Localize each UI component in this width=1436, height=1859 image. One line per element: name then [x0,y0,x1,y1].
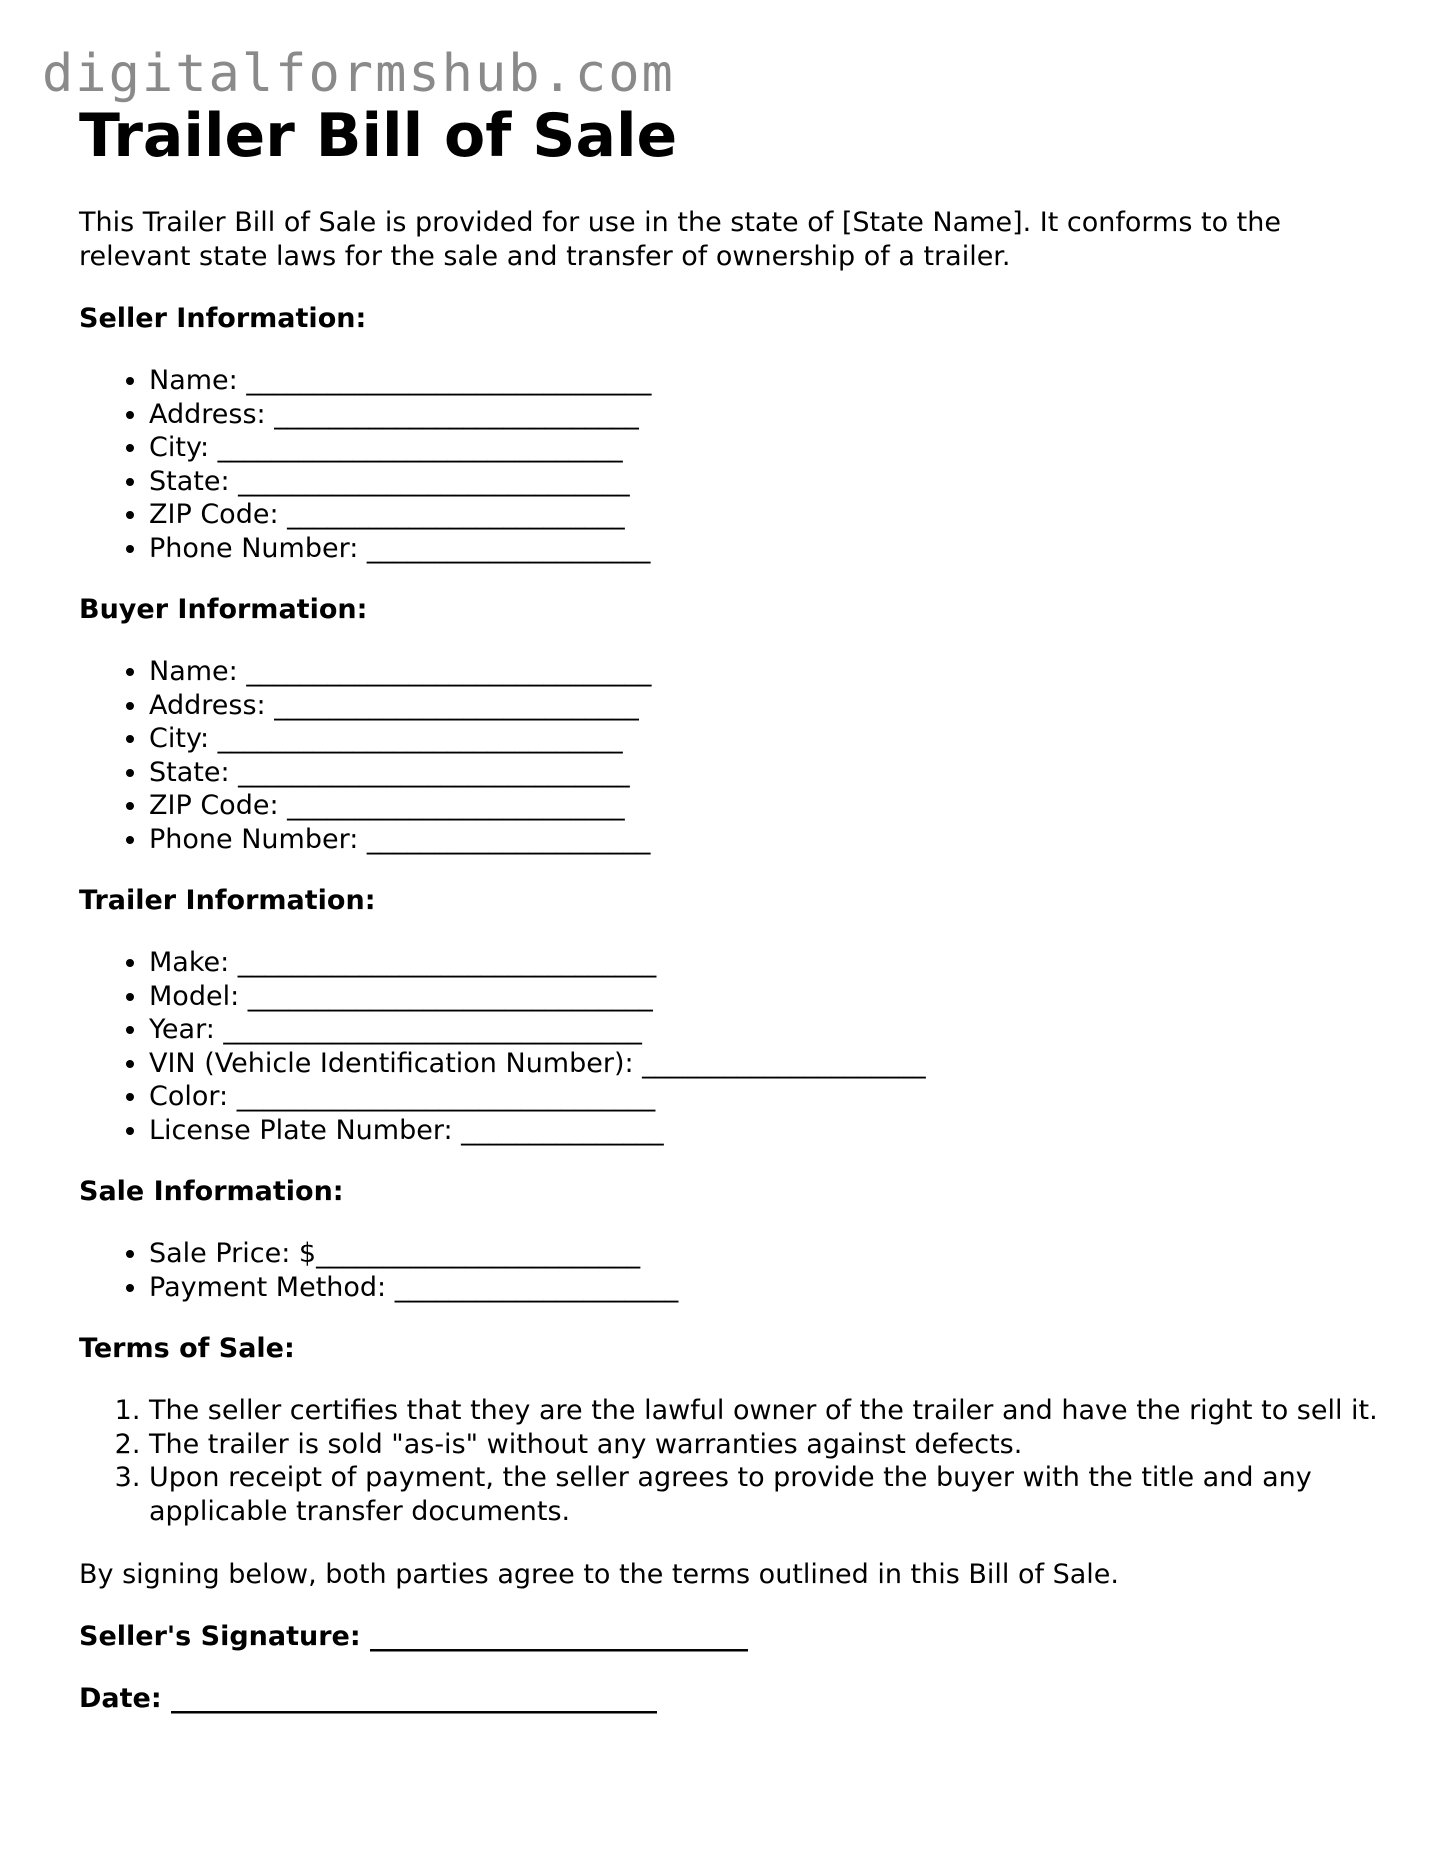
buyer-zip-field: • ZIP Code: _________________________ [149,789,1379,823]
terms-item: 2. The trailer is sold "as-is" without any warranties against defects. [149,1428,1379,1462]
watermark: digitalformshub.com [42,44,675,104]
trailer-section-heading: Trailer Information: [79,885,376,916]
terms-item: 1. The seller certifies that they are the lawful owner of the trailer and have the right to sell it. [149,1394,1379,1428]
intro-paragraph: This Trailer Bill of Sale is provided for use in the state of [State Name]. It conforms to the relevant state laws for the sale and transfer of ownership of a trailer. [79,207,1281,272]
terms-list [79,1394,1379,1528]
trailer-vin-field: • VIN (Vehicle Identification Number): _____________________ [149,1047,1379,1081]
buyer-section-heading: Buyer Information: [79,594,368,625]
sale-price-field: • Sale Price: $________________________ [149,1237,1379,1271]
seller-address-field: • Address: ___________________________ [149,398,1379,432]
buyer-field-list [79,655,1379,856]
document-page [79,100,1379,1716]
sale-section-heading: Sale Information: [79,1176,344,1207]
trailer-year-field: • Year: _______________________________ [149,1013,1379,1047]
terms-item: 3. Upon receipt of payment, the seller agrees to provide the buyer with the title and any applicable transfer documents. [149,1461,1379,1528]
seller-name-field: • Name: ______________________________ [149,364,1379,398]
document-title: Trailer Bill of Sale [79,101,678,171]
sale-field-list [79,1237,1379,1304]
buyer-name-field: • Name: ______________________________ [149,655,1379,689]
seller-section-heading: Seller Information: [79,303,367,334]
seller-phone-field: • Phone Number: _____________________ [149,532,1379,566]
trailer-field-list [79,946,1379,1147]
trailer-model-field: • Model: ______________________________ [149,980,1379,1014]
trailer-plate-field: • License Plate Number: _______________ [149,1114,1379,1148]
seller-city-field: • City: ______________________________ [149,431,1379,465]
buyer-state-field: • State: _____________________________ [149,756,1379,790]
buyer-phone-field: • Phone Number: _____________________ [149,823,1379,857]
seller-zip-field: • ZIP Code: _________________________ [149,498,1379,532]
seller-state-field: • State: _____________________________ [149,465,1379,499]
trailer-make-field: • Make: _______________________________ [149,946,1379,980]
payment-method-field: • Payment Method: _____________________ [149,1271,1379,1305]
seller-signature-line: Seller's Signature: ____________________________ [79,1621,749,1652]
date-line: Date: ____________________________________ [79,1683,658,1714]
buyer-address-field: • Address: ___________________________ [149,689,1379,723]
terms-section-heading: Terms of Sale: [79,1333,295,1364]
buyer-city-field: • City: ______________________________ [149,722,1379,756]
seller-field-list [79,364,1379,565]
trailer-color-field: • Color: _______________________________ [149,1080,1379,1114]
closing-paragraph: By signing below, both parties agree to the terms outlined in this Bill of Sale. [79,1559,1119,1590]
